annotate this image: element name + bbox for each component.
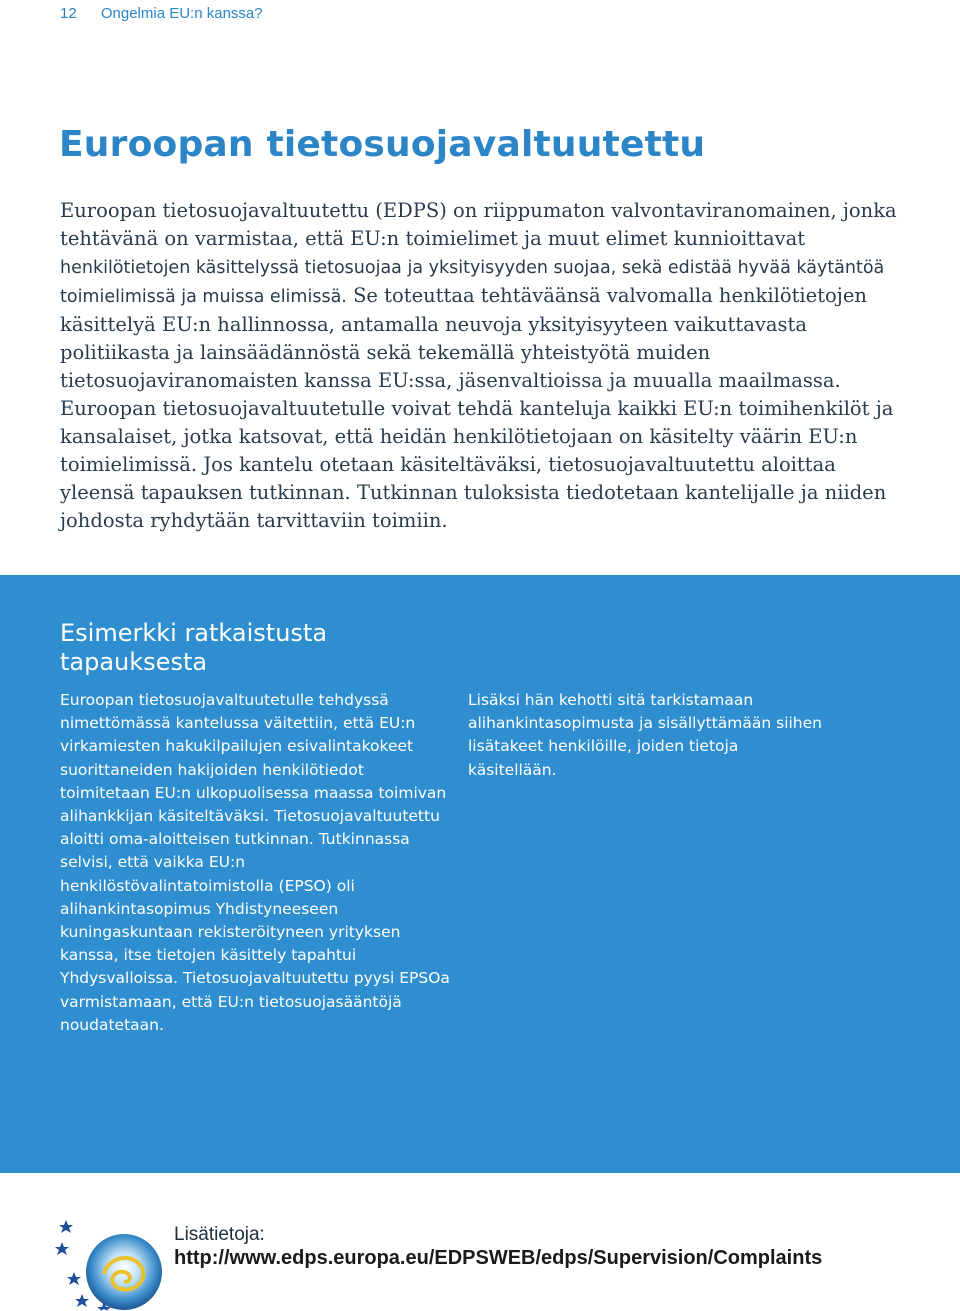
intro-text-part1: Euroopan tietosuojavaltuutettu (EDPS) on riippumaton valvontaviranomainen, jonka tehtävänä on varmistaa, että EU:n toimielimet ja muut elimet kunnioittavat <box>60 199 897 250</box>
page-header <box>60 5 263 25</box>
intro-text-part2: henkilötietojen käsittelyssä tietosuojaa ja yksityisyyden suojaa, sekä edistää hyvää käytäntöä toimielimissä ja muissa elimissä. <box>60 258 885 307</box>
example-heading-line1: Esimerkki ratkaistusta <box>60 619 328 647</box>
example-heading-line2: tapauksesta <box>60 648 208 676</box>
intro-paragraph <box>60 197 910 535</box>
section-title: Ongelmia EU:n kanssa? <box>100 5 263 22</box>
more-info-label: Lisätietoja: <box>174 1224 265 1245</box>
example-heading <box>60 619 327 677</box>
example-panel <box>0 575 960 1173</box>
more-info-link[interactable]: http://www.edps.europa.eu/EDPSWEB/edps/Supervision/Complaints <box>174 1247 823 1269</box>
page-number: 12 <box>60 5 77 22</box>
intro-text-part3: Se toteuttaa tehtäväänsä valvomalla henkilötietojen käsittelyä EU:n hallinnossa, antamalla neuvoja yksityisyyteen vaikuttavasta politiikasta ja lainsäädännöstä sekä tekemällä yhteistyötä muiden tietosuojaviranomaisten kanssa EU:ssa, jäsenvaltioissa ja muualla maailmassa. Euroopan tietosuojavaltuutetulle voivat tehdä kanteluja kaikki EU:n toimihenkilöt ja kansalaiset, jotka katsovat, että heidän henkilötietojaan on käsitelty väärin EU:n toimielimissä. Jos kantelu otetaan käsiteltäväksi, tietosuojavaltuutettu aloittaa yleensä tapauksen tutkinnan. Tutkinnan tuloksista tiedotetaan kantelijalle ja niiden johdosta ryhdytään tarvittaviin toimiin. <box>60 284 894 532</box>
edps-logo <box>52 1212 170 1311</box>
page-title: Euroopan tietosuojavaltuutettu <box>59 124 706 165</box>
example-left-column: Euroopan tietosuojavaltuutetulle tehdyssä nimettömässä kantelussa väitettiin, että EU:n virkamiesten hakukilpailujen esivalintakokeet suorittaneiden hakijoiden henkilötiedot toimitetaan EU:n ulkopuolisessa maassa toimivan alihankkijan käsiteltäväksi. Tietosuojavaltuutettu aloitti oma-aloitteisen tutkinnan. Tutkinnassa selvisi, että vaikka EU:n henkilöstövalintatoimistolla (EPSO) oli alihankintasopimus Yhdistyneeseen kuningaskuntaan rekisteröityneen yrityksen kanssa, itse tietojen käsittely tapahtui Yhdysvalloissa. Tietosuojavaltuutettu pyysi EPSOa varmistamaan, että EU:n tietosuojasääntöjä noudatetaan. <box>60 691 450 1034</box>
example-right-column: Lisäksi hän kehotti sitä tarkistamaan alihankintasopimusta ja sisällyttämään siihen lisätakeet henkilöille, joiden tietoja käsitellään. <box>468 691 822 779</box>
